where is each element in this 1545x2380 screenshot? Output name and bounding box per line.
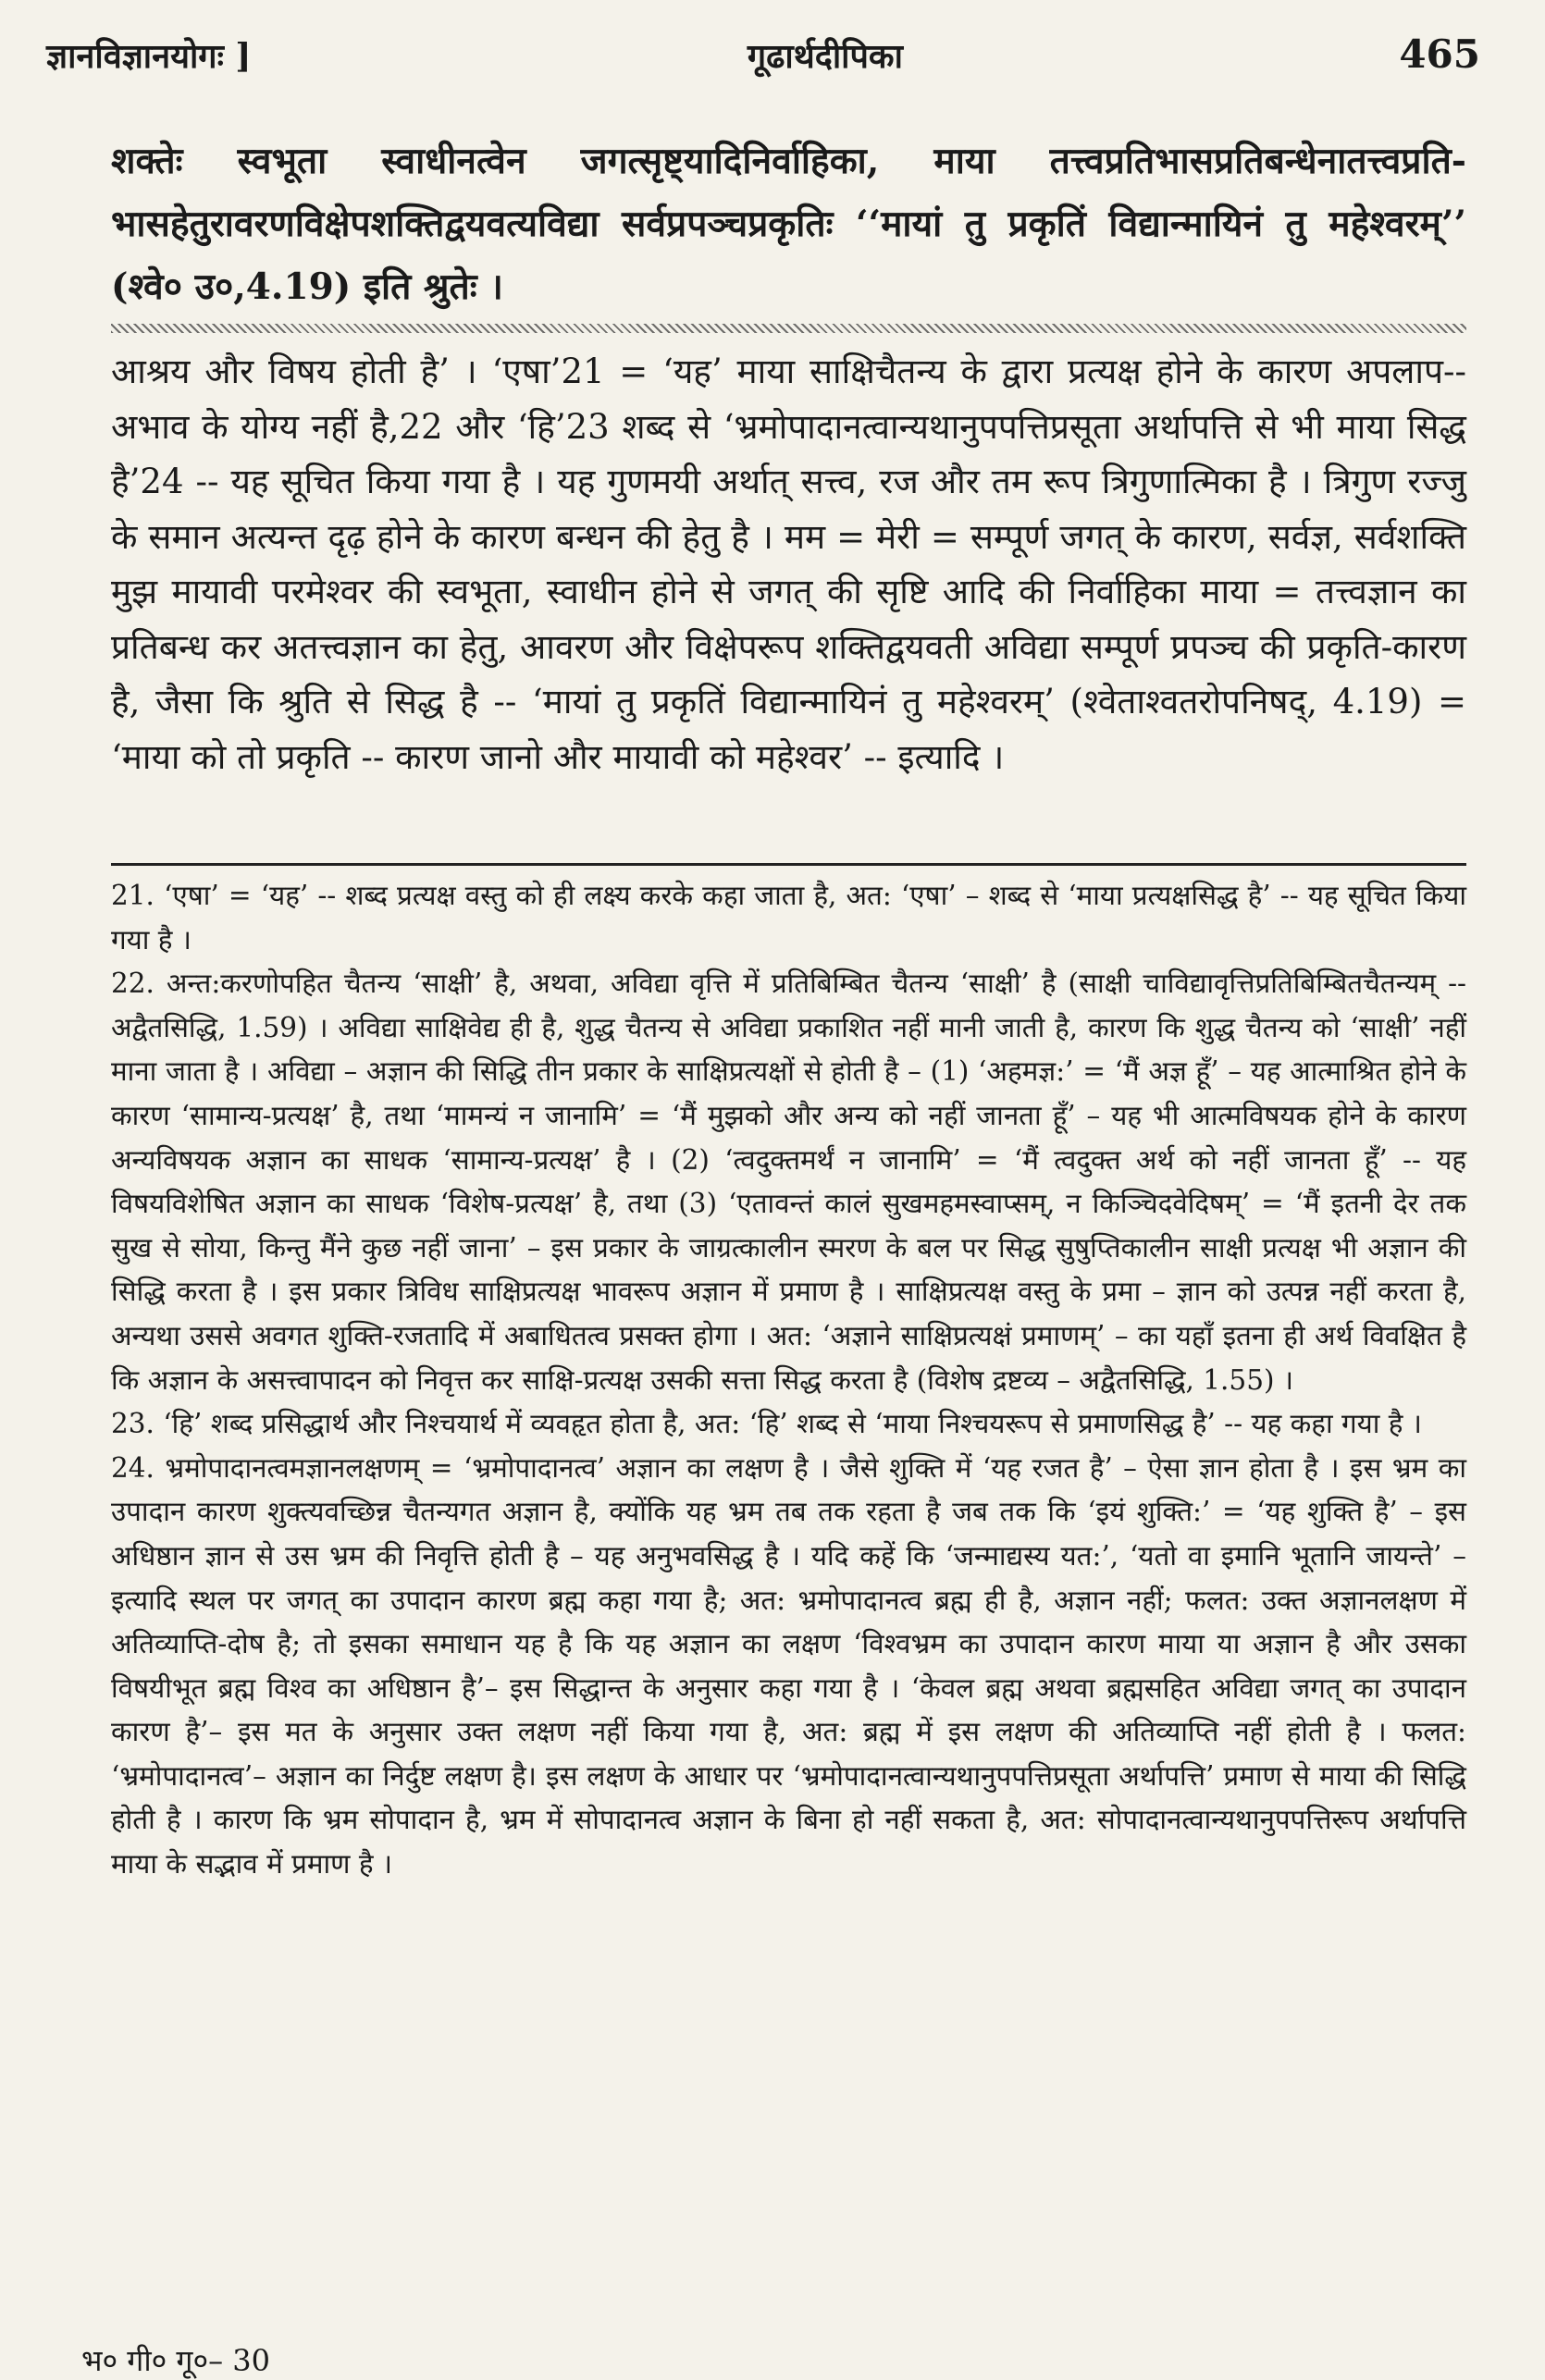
hindi-translation: आश्रय और विषय होती है’ । ‘एषा’21 = ‘यह’ माया साक्षिचैतन्य के द्वारा प्रत्यक्ष होने के कारण अपलाप--अभाव के योग्य नहीं है,22 और ‘हि’23 शब्द से ‘भ्रमोपादानत्वान्यथानुपपत्तिप्रसूता अर्थापत्ति से भी माया सिद्ध है’24 -- यह सूचित किया गया है । यह गुणमयी अर्थात् सत्त्व, रज और तम रूप त्रिगुणात्मिका है । त्रिगुण रज्जु के समान अत्यन्त दृढ़ होने के कारण बन्धन की हेतु है । मम = मेरी = सम्पूर्ण जगत् के कारण, सर्वज्ञ, सर्वशक्ति मुझ मायावी परमेश्वर की स्वभूता, स्वाधीन होने से जगत् की सृष्टि आदि की निर्वाहिका माया = तत्त्वज्ञान का प्रतिबन्ध कर अतत्त्वज्ञान का हेतु, आवरण और विक्षेपरूप शक्तिद्वयवती अविद्या सम्पूर्ण प्रपञ्च की प्रकृति-कारण है, जैसा कि श्रुति से सिद्ध है -- ‘मायां तु प्रकृतिं विद्यान्मायिनं तु महेश्वरम्’ (श्वेताश्वतरोपनिषद्, 4.19) = ‘माया को तो प्रकृति -- कारण जानो और मायावी को महेश्वर’ -- इत्यादि । bbox=[111, 351, 1466, 777]
page-number: 465 bbox=[1399, 31, 1480, 77]
footnote-rule bbox=[111, 863, 1466, 866]
footnote-23: 23. ‘हि’ शब्द प्रसिद्धार्थ और निश्चयार्थ में व्यवहृत होता है, अत: ‘हि’ शब्द से ‘माया निश्चयरूप से प्रमाणसिद्ध है’ -- यह कहा गया है । bbox=[111, 1408, 1422, 1440]
sanskrit-commentary: शक्तेः स्वभूता स्वाधीनत्वेन जगत्सृष्ट्यादिनिर्वाहिका, माया तत्त्वप्रतिभासप्रतिबन्धेनातत्त्वप्रति-भासहेतुरावरणविक्षेपशक्तिद्वयवत्यविद्या सर्वप्रपञ्चप्रकृतिः ‘‘मायां तु प्रकृतिं विद्यान्मायिनं तु महेश्वरम्’’ (श्वे० उ०,4.19) इति श्रुतेः । bbox=[111, 140, 1466, 308]
footnote-22: 22. अन्त:करणोपहित चैतन्य ‘साक्षी’ है, अथवा, अविद्या वृत्ति में प्रतिबिम्बित चैतन्य ‘साक्षी’ है (साक्षी चाविद्यावृत्तिप्रतिबिम्बितचैतन्यम् -- अद्वैतसिद्धि, 1.59) । अविद्या साक्षिवेद्य ही है, शुद्ध चैतन्य से अविद्या प्रकाशित नहीं मानी जाती है, कारण कि शुद्ध चैतन्य को ‘साक्षी’ नहीं माना जाता है । अविद्या – अज्ञान की सिद्धि तीन प्रकार के साक्षिप्रत्यक्षों से होती है – (1) ‘अहमज्ञ:’ = ‘मैं अज्ञ हूँ’ – यह आत्माश्रित होने के कारण ‘सामान्य-प्रत्यक्ष’ है, तथा ‘मामन्यं न जानामि’ = ‘मैं मुझको और अन्य को नहीं जानता हूँ’ – यह भी आत्मविषयक होने के कारण अन्यविषयक अज्ञान का साधक ‘सामान्य-प्रत्यक्ष’ है । (2) ‘त्वदुक्तमर्थं न जानामि’ = ‘मैं त्वदुक्त अर्थ को नहीं जानता हूँ’ -- यह विषयविशेषित अज्ञान का साधक ‘विशेष-प्रत्यक्ष’ है, तथा (3) ‘एतावन्तं कालं सुखमहमस्वाप्सम्, न किञ्चिदवेदिषम्’ = ‘मैं इतनी देर तक सुख से सोया, किन्तु मैंने कुछ नहीं जाना’ – इस प्रकार के जाग्रत्कालीन स्मरण के बल पर सिद्ध सुषुप्तिकालीन साक्षी प्रत्यक्ष भी अज्ञान की सिद्धि करता है । इस प्रकार त्रिविध साक्षिप्रत्यक्ष भावरूप अज्ञान में प्रमाण है । साक्षिप्रत्यक्ष वस्तु के प्रमा – ज्ञान को उत्पन्न नहीं करता है, अन्यथा उससे अवगत शुक्ति-रजतादि में अबाधितत्व प्रसक्त होगा । अत: ‘अज्ञाने साक्षिप्रत्यक्षं प्रमाणम्’ – का यहाँ इतना ही अर्थ विवक्षित है कि अज्ञान के असत्त्वापादन को निवृत्त कर साक्षि-प्रत्यक्ष उसकी सत्ता सिद्ध करता है (विशेष द्रष्टव्य – अद्वैतसिद्धि, 1.55) । bbox=[111, 968, 1466, 1396]
wavy-divider bbox=[111, 324, 1466, 333]
footnote-21: 21. ‘एषा’ = ‘यह’ -- शब्द प्रत्यक्ष वस्तु को ही लक्ष्य करके कहा जाता है, अत: ‘एषा’ – शब्द से ‘माया प्रत्यक्षसिद्ध है’ -- यह सूचित किया गया है । bbox=[111, 880, 1466, 956]
running-header bbox=[46, 31, 1480, 78]
footnotes bbox=[111, 874, 1466, 1887]
header-book-title: गूढार्थदीपिका bbox=[747, 37, 903, 76]
footnote-24: 24. भ्रमोपादानत्वमज्ञानलक्षणम् = ‘भ्रमोपादानत्व’ अज्ञान का लक्षण है । जैसे शुक्ति में ‘यह रजत है’ – ऐसा ज्ञान होता है । इस भ्रम का उपादान कारण शुक्त्यवच्छिन्न चैतन्यगत अज्ञान है, क्योंकि यह भ्रम तब तक रहता है जब तक कि ‘इयं शुक्ति:’ = ‘यह शुक्ति है’ – इस अधिष्ठान ज्ञान से उस भ्रम की निवृत्ति होती है – यह अनुभवसिद्ध है । यदि कहें कि ‘जन्माद्यस्य यत:’, ‘यतो वा इमानि भूतानि जायन्ते’ – इत्यादि स्थल पर जगत् का उपादान कारण ब्रह्म कहा गया है; अत: भ्रमोपादानत्व ब्रह्म ही है, अज्ञान नहीं; फलत: उक्त अज्ञानलक्षण में अतिव्याप्ति-दोष है; तो इसका समाधान यह है कि यह अज्ञान का लक्षण ‘विश्वभ्रम का उपादान कारण माया या अज्ञान है और उसका विषयीभूत ब्रह्म विश्व का अधिष्ठान है’– इस सिद्धान्त के अनुसार कहा गया है । ‘केवल ब्रह्म अथवा ब्रह्मसहित अविद्या जगत् का उपादान कारण है’– इस मत के अनुसार उक्त लक्षण नहीं किया गया है, अत: ब्रह्म में इस लक्षण की अतिव्याप्ति नहीं होती है । फलत: ‘भ्रमोपादानत्व’– अज्ञान का निर्दुष्ट लक्षण है। इस लक्षण के आधार पर ‘भ्रमोपादानत्वान्यथानुपपत्तिप्रसूता अर्थापत्ति’ प्रमाण से माया की सिद्धि होती है । कारण कि भ्रम सोपादान है, भ्रम में सोपादानत्व अज्ञान के बिना हो नहीं सकता है, अत: सोपादानत्वान्यथानुपपत्तिरूप अर्थापत्ति माया के सद्भाव में प्रमाण है । bbox=[111, 1451, 1466, 1881]
signature-mark: भ० गी० गू०– 30 bbox=[81, 2343, 270, 2378]
header-chapter-title: ज्ञानविज्ञानयोगः ] bbox=[46, 37, 252, 76]
